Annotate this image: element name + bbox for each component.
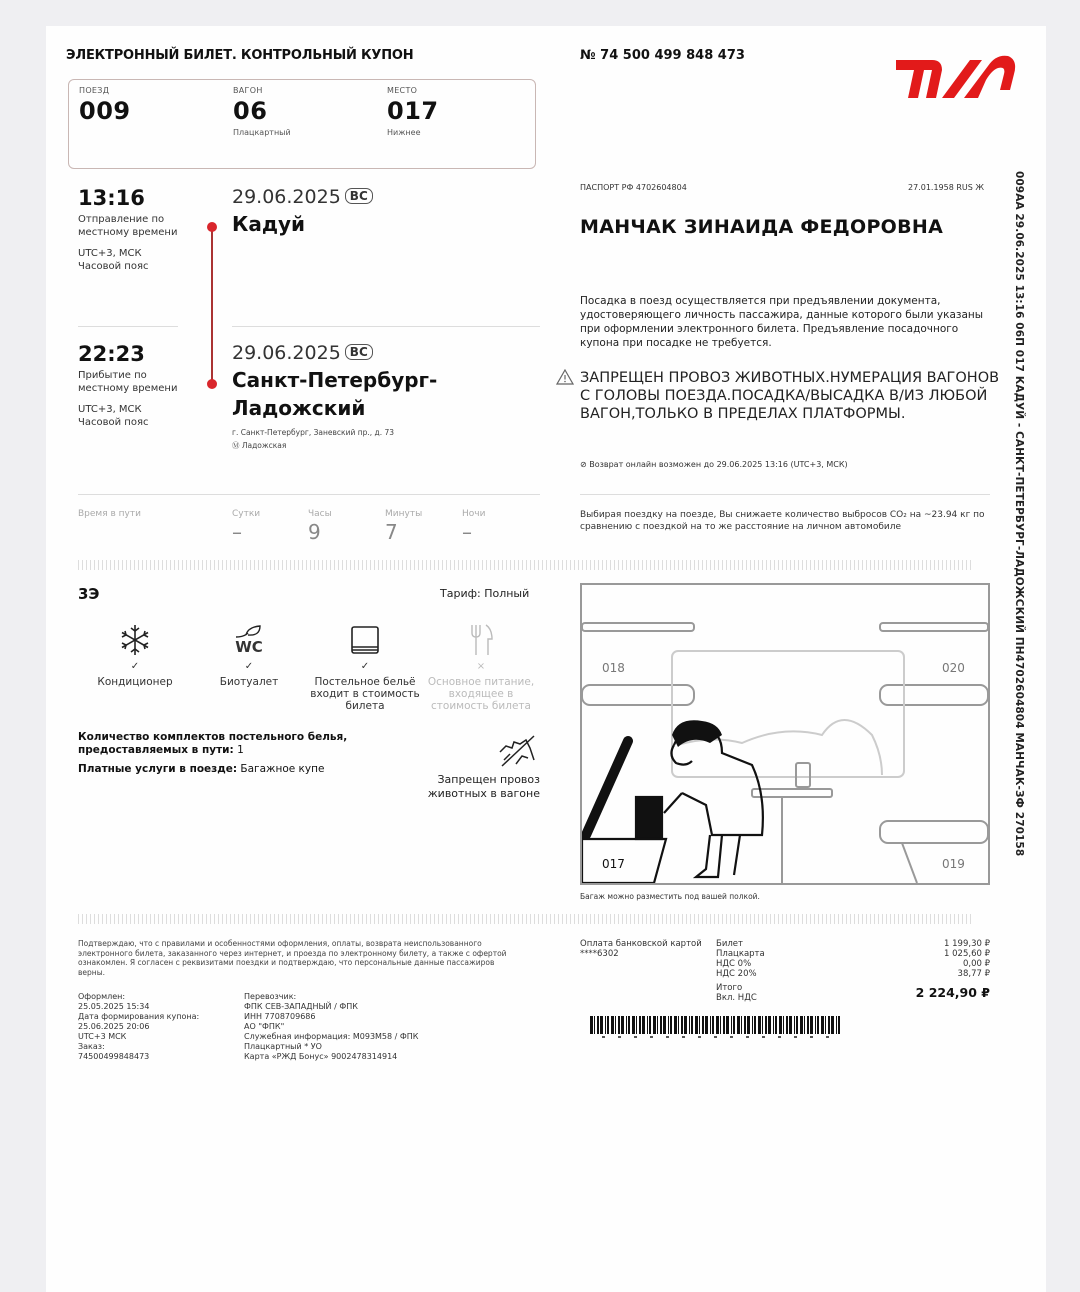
days-value: –: [232, 520, 242, 544]
departure-time: 13:16: [78, 186, 145, 210]
price-row: [716, 959, 990, 969]
price-label: НДС 20%: [716, 969, 757, 979]
barcode-bar: [621, 1016, 624, 1034]
price-row: [716, 949, 990, 959]
train-number: 009: [79, 97, 131, 125]
barcode-bar: [670, 1016, 672, 1034]
price-label: Плацкарта: [716, 949, 765, 959]
barcode-bar: [597, 1016, 599, 1034]
arrival-address: г. Санкт-Петербург, Заневский пр., д. 73: [232, 428, 395, 437]
arrival-time-block: [78, 342, 188, 429]
warning-icon: [556, 369, 574, 389]
barcode-bar: [741, 1016, 742, 1034]
amenity-label: Постельное бельё входит в стоимость билета: [310, 676, 420, 712]
departure-tz-label: Часовой пояс: [78, 261, 149, 272]
refund-icon: ⊘: [580, 460, 587, 469]
service-info: Служебная информация: М093М58 / ФПК: [244, 1032, 419, 1041]
price-value: 1 025,60 ₽: [944, 949, 990, 959]
duration-hours: [308, 509, 332, 544]
hours-label: Часы: [308, 509, 332, 519]
metro-row: [232, 440, 552, 451]
barcode-bar: [796, 1016, 798, 1034]
divider: [78, 494, 540, 495]
departure-weekday: ВС: [345, 188, 373, 204]
train-cell: [79, 86, 131, 125]
barcode-bar: [689, 1016, 690, 1034]
barcode-digits: [596, 1034, 841, 1042]
arrival-tz-label: Часовой пояс: [78, 417, 149, 428]
barcode-bar: [681, 1016, 683, 1034]
order-label: Заказ:: [78, 1042, 105, 1051]
barcode-bar: [726, 1016, 729, 1034]
barcode-bar: [783, 1016, 784, 1034]
hours-value: 9: [308, 520, 321, 544]
arrival-weekday: ВС: [345, 344, 373, 360]
train-label: ПОЕЗД: [79, 86, 110, 95]
arrival-time: 22:23: [78, 342, 145, 366]
barcode-bar: [765, 1016, 767, 1034]
price-label: Билет: [716, 939, 743, 949]
barcode-bar: [838, 1016, 840, 1034]
arrival-dot: [207, 379, 217, 389]
barcode-bar: [636, 1016, 637, 1034]
barcode-bar: [674, 1016, 677, 1034]
paid-services-value: Багажное купе: [240, 763, 325, 775]
barcode-bar: [678, 1016, 679, 1034]
barcode-digit: [810, 1036, 813, 1038]
barcode-digit: [682, 1036, 685, 1038]
minutes-value: 7: [385, 520, 398, 544]
departure-date: 29.06.2025: [232, 186, 341, 208]
barcode-digit: [650, 1036, 653, 1038]
price-row: [716, 969, 990, 979]
coupon-tz: UTC+3 МСК: [78, 1032, 127, 1041]
perforation-line: [78, 560, 972, 570]
carrier: ФПК СЕВ-ЗАПАДНЫЙ / ФПК: [244, 1002, 358, 1011]
barcode-digit: [746, 1036, 749, 1038]
barcode-bar: [821, 1016, 824, 1034]
vat-included-label: Вкл. НДС: [716, 993, 757, 1003]
barcode-bar: [752, 1016, 753, 1034]
boarding-notice: Посадка в поезд осуществляется при предъявлении документа, удостоверяющего личность пассажира, данные которого были указаны при оформлении электронного билета. Предъявление посадочного купона при посадке не требуется.: [580, 295, 984, 349]
barcode-bar: [590, 1016, 593, 1034]
barcode-bar: [789, 1016, 792, 1034]
linen-label: Количество комплектов постельного белья, предоставляемых в пути:: [78, 731, 348, 756]
barcode-bar: [775, 1016, 777, 1034]
perforation-line: [78, 914, 972, 924]
duration-minutes: [385, 509, 422, 544]
barcode-bar: [594, 1016, 595, 1034]
barcode-bar: [758, 1016, 761, 1034]
duration-nights: [462, 509, 485, 544]
barcode-bar: [626, 1016, 627, 1034]
carrier-company: АО "ФПК": [244, 1022, 285, 1031]
arrival-station: Санкт-Петербург-: [232, 368, 438, 392]
no-pets-icon: [496, 734, 538, 772]
departure-station: Кадуй: [232, 212, 306, 236]
cutlery-icon: [426, 621, 536, 659]
minutes-label: Минуты: [385, 509, 423, 519]
arrival-time-note: Прибытие по местному времени: [78, 370, 178, 394]
payment-method: [580, 939, 710, 959]
barcode-bar: [810, 1016, 813, 1034]
metro-icon: Ⓜ: [232, 441, 240, 450]
barcode-bar: [657, 1016, 658, 1034]
barcode-bar: [615, 1016, 616, 1034]
barcode-digit-marks: [596, 1034, 841, 1040]
barcode-digit: [698, 1036, 701, 1038]
ticket-number: № 74 500 499 848 473: [580, 48, 745, 63]
duration-label: Время в пути: [78, 509, 141, 519]
barcode-bar: [702, 1016, 704, 1034]
bed-linen-icon: [310, 621, 420, 659]
barcode-bar: [768, 1016, 771, 1034]
eco-wc-icon: [194, 621, 304, 659]
barcode-digit: [794, 1036, 797, 1038]
carrier-meta: [244, 992, 504, 1062]
refund-text: Возврат онлайн возможен до 29.06.2025 13:16 (UTC+3, МСК): [589, 460, 848, 469]
seat-cell: [387, 86, 439, 137]
paid-services-label: Платные услуги в поезде:: [78, 763, 238, 775]
barcode-bar: [691, 1016, 693, 1034]
coupon-date: 25.06.2025 20:06: [78, 1022, 150, 1031]
barcode-bar: [605, 1016, 606, 1034]
check-icon: ✓: [360, 661, 370, 672]
vertical-strip-text: 009АА 29.06.2025 13:16 06П 017 КАДУЙ - САНКТ-ПЕТЕРБУРГ-ЛАДОЖСКИЙ ПН4702604804 МАНЧАК-ЗФ 270158: [1013, 171, 1025, 857]
cross-icon: ×: [476, 661, 486, 672]
arrival-station-line2: Ладожский: [232, 396, 366, 420]
amenity-meals: [426, 621, 536, 712]
refund-info: [580, 460, 848, 469]
barcode-bar: [720, 1016, 721, 1034]
barcode-bar: [723, 1016, 725, 1034]
total-amount: 2 224,90 ₽: [915, 985, 990, 1000]
price-label: НДС 0%: [716, 959, 752, 969]
barcode-bar: [611, 1016, 614, 1034]
carrier-inn: ИНН 7708709686: [244, 1012, 316, 1021]
departure-time-block: [78, 186, 188, 273]
barcode-digit: [762, 1036, 765, 1038]
barcode-bar: [639, 1016, 641, 1034]
barcode-bar: [618, 1016, 620, 1034]
route-line: [211, 226, 213, 384]
barcode-bar: [786, 1016, 788, 1034]
barcode-digit: [730, 1036, 733, 1038]
scheme-caption: Багаж можно разместить под вашей полкой.: [580, 892, 760, 901]
barcode-bar: [684, 1016, 687, 1034]
barcode-digit: [826, 1036, 829, 1038]
barcode-bar: [660, 1016, 662, 1034]
passenger-name: МАНЧАК ЗИНАИДА ФЕДОРОВНА: [580, 216, 944, 238]
linen-value: 1: [237, 744, 244, 756]
barcode-bar: [647, 1016, 648, 1034]
no-pets-text: Запрещен провоз животных в вагоне: [427, 773, 540, 800]
barcode-bar: [632, 1016, 635, 1034]
seat-number: 017: [387, 97, 439, 125]
barcode-bars: [590, 1016, 842, 1034]
barcode-bar: [653, 1016, 656, 1034]
barcode-bar: [815, 1016, 816, 1034]
check-icon: ✓: [130, 661, 140, 672]
barcode-bar: [828, 1016, 830, 1034]
check-icon: ✓: [244, 661, 254, 672]
barcode-bar: [800, 1016, 803, 1034]
amenity-label: Биотуалет: [219, 676, 279, 688]
barcode-bar: [716, 1016, 719, 1034]
linen-info: [78, 731, 408, 757]
seat-type: Нижнее: [387, 128, 421, 137]
amenity-label: Кондиционер: [97, 676, 173, 688]
order-number: 74500499848473: [78, 1052, 150, 1061]
car-class: Плацкартный * УО: [244, 1042, 322, 1051]
barcode-digit: [602, 1036, 605, 1038]
amenity-air-conditioning: [80, 621, 190, 688]
passport: ПАСПОРТ РФ 4702604804: [580, 183, 687, 192]
barcode-bar: [642, 1016, 645, 1034]
carrier-label: Перевозчик:: [244, 992, 297, 1001]
price-value: 38,77 ₽: [957, 969, 990, 979]
arrival-date-block: [232, 342, 552, 451]
payment-method-label: Оплата банковской картой: [580, 939, 702, 949]
barcode-bar: [762, 1016, 763, 1034]
issued-label: Оформлен:: [78, 992, 126, 1001]
total-row: [716, 983, 990, 1003]
ticket-sheet: [46, 26, 1046, 1292]
amenity-bio-toilet: [194, 621, 304, 688]
barcode-bar: [710, 1016, 711, 1034]
seat-018: 018: [602, 661, 625, 675]
barcode-bar: [817, 1016, 819, 1034]
car-number: 06: [233, 97, 268, 125]
divider: [78, 326, 178, 327]
card-number: ****6302: [580, 949, 619, 959]
barcode-bar: [607, 1016, 609, 1034]
amenity-bed-linen: [310, 621, 420, 712]
barcode-bar: [731, 1016, 732, 1034]
barcode-bar: [794, 1016, 795, 1034]
departure-date-block: [232, 186, 373, 238]
total-label: Итого: [716, 983, 743, 993]
barcode-bar: [831, 1016, 834, 1034]
car-label: ВАГОН: [233, 86, 263, 95]
barcode-bar: [825, 1016, 826, 1034]
snowflake-icon: [80, 621, 190, 659]
nights-value: –: [462, 520, 472, 544]
barcode-bar: [712, 1016, 714, 1034]
arrival-date: 29.06.2025: [232, 342, 341, 364]
amenity-label: Основное питание, входящее в стоимость билета: [427, 676, 535, 712]
nights-label: Ночи: [462, 509, 486, 519]
barcode-bar: [773, 1016, 774, 1034]
seat-019: 019: [942, 857, 965, 871]
car-type: Плацкартный: [233, 128, 291, 137]
barcode-bar: [695, 1016, 698, 1034]
barcode-bar: [668, 1016, 669, 1034]
birth-date: 27.01.1958 RUS Ж: [908, 183, 984, 192]
car-scheme-illustration: [582, 585, 988, 883]
arrival-tz: UTC+3, МСК: [78, 404, 142, 415]
train-info-box: [68, 79, 536, 169]
issue-meta: [78, 992, 228, 1062]
barcode: [590, 1016, 842, 1034]
legal-text: Подтверждаю, что с правилами и особенностями оформления, оплаты, возврата неиспользованного электронного билета, заказанного через интернет, и проезда по электронному билету, а также с офертой ознакомлен. Я согласен с реквизитами поездки и подтверждаю, что персональные данные пассажиров верны.: [78, 939, 507, 977]
divider: [580, 494, 990, 495]
barcode-bar: [779, 1016, 782, 1034]
car-scheme: [580, 583, 990, 885]
seat-label: МЕСТО: [387, 86, 418, 95]
bonus-card: Карта «РЖД Бонус» 9002478314914: [244, 1052, 398, 1061]
ticket-title: ЭЛЕКТРОННЫЙ БИЛЕТ. КОНТРОЛЬНЫЙ КУПОН: [66, 48, 414, 63]
car-cell: [233, 86, 291, 137]
departure-tz: UTC+3, МСК: [78, 248, 142, 259]
wc-text: WC: [235, 638, 263, 656]
duration-days: [232, 509, 260, 544]
price-value: 0,00 ₽: [962, 959, 990, 969]
barcode-digit: [618, 1036, 621, 1038]
barcode-bar: [744, 1016, 746, 1034]
barcode-bar: [807, 1016, 809, 1034]
barcode-bar: [628, 1016, 630, 1034]
coupon-label: Дата формирования купона:: [78, 1012, 200, 1021]
price-row: [716, 939, 990, 949]
barcode-digit: [778, 1036, 781, 1038]
seat-017: 017: [602, 857, 625, 871]
issued-date: 25.05.2025 15:34: [78, 1002, 150, 1011]
barcode-bar: [836, 1016, 837, 1034]
departure-time-note: Отправление по местному времени: [78, 214, 178, 238]
barcode-bar: [804, 1016, 805, 1034]
seat-020: 020: [942, 661, 965, 675]
barcode-bar: [649, 1016, 651, 1034]
barcode-bar: [733, 1016, 735, 1034]
vertical-strip: [1006, 171, 1032, 857]
divider: [232, 326, 540, 327]
barcode-digit: [666, 1036, 669, 1038]
barcode-bar: [705, 1016, 708, 1034]
barcode-digit: [634, 1036, 637, 1038]
service-class: 3Э: [78, 585, 100, 603]
paid-services: [78, 763, 408, 775]
barcode-bar: [600, 1016, 603, 1034]
barcode-digit: [714, 1036, 717, 1038]
barcode-bar: [699, 1016, 700, 1034]
eco-info: Выбирая поездку на поезде, Вы снижаете количество выбросов CO₂ на ~23.94 кг по сравнению с поездкой на то же расстояние на личном автомобиле: [580, 510, 985, 532]
barcode-bar: [737, 1016, 740, 1034]
days-label: Сутки: [232, 509, 261, 519]
warning-text: ЗАПРЕЩЕН ПРОВОЗ ЖИВОТНЫХ.НУМЕРАЦИЯ ВАГОНОВ С ГОЛОВЫ ПОЕЗДА.ПОСАДКА/ВЫСАДКА В/ИЗ ЛЮБОЙ ВАГОН,ТОЛЬКО В ПРЕДЕЛАХ ПЛАТФОРМЫ.: [580, 370, 1000, 422]
rzd-logo: [892, 46, 1018, 108]
tariff: Тариф: Полный: [440, 587, 530, 600]
price-value: 1 199,30 ₽: [944, 939, 990, 949]
barcode-bar: [747, 1016, 750, 1034]
barcode-bar: [663, 1016, 666, 1034]
metro-station: Ладожская: [241, 441, 287, 450]
departure-dot: [207, 222, 217, 232]
price-breakdown: [716, 939, 990, 1003]
barcode-bar: [754, 1016, 756, 1034]
